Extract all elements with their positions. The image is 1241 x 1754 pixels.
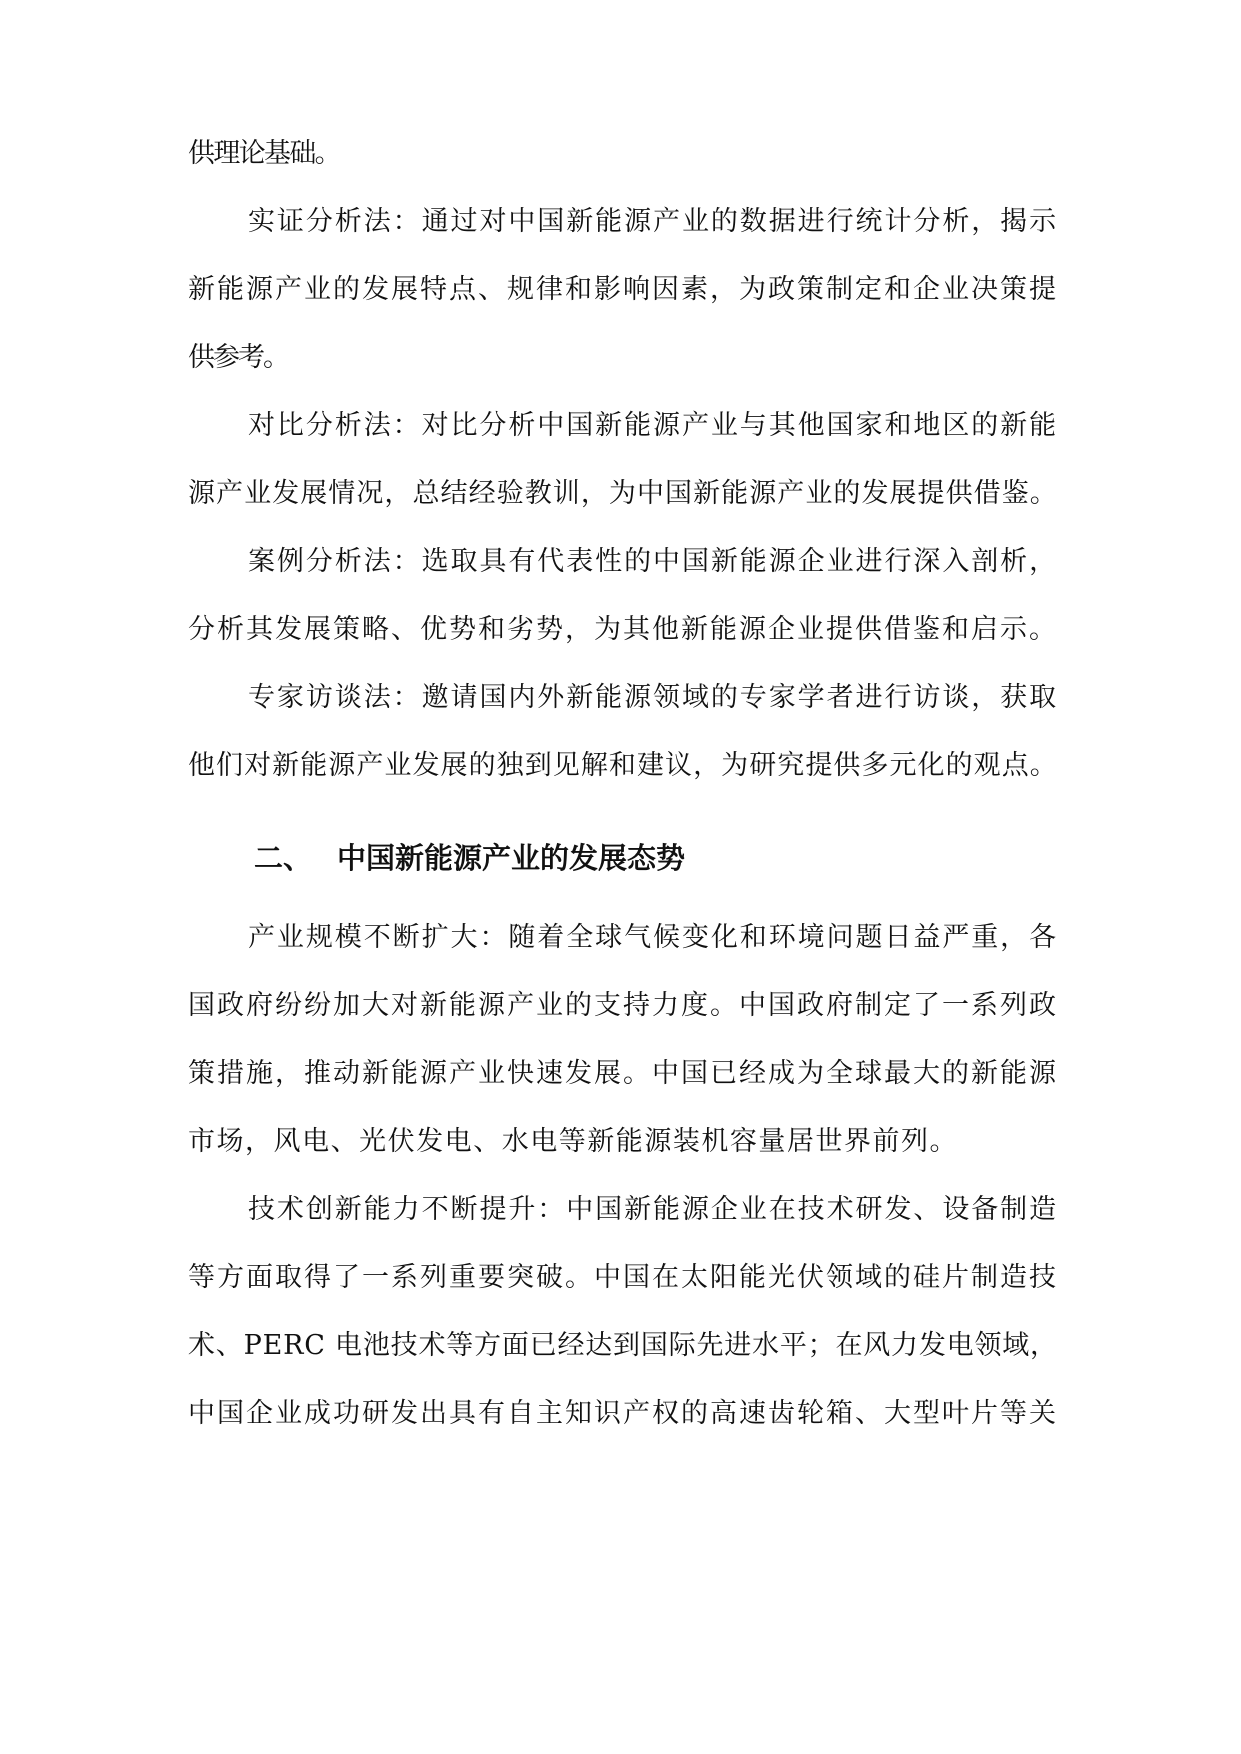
section-heading-number: 二、 <box>254 841 313 875</box>
body-line <box>0 202 1241 242</box>
body-line-text: 实证分析法：通过对中国新能源产业的数据进行统计分析，揭示 <box>248 206 1059 237</box>
body-line-text: 术、PERC 电池技术等方面已经达到国际先进水平；在风力发电领域， <box>188 1330 1058 1361</box>
body-line-text: 国政府纷纷加大对新能源产业的支持力度。中国政府制定了一系列政 <box>188 990 1058 1021</box>
body-line-text: 源产业发展情况，总结经验教训，为中国新能源产业的发展提供借鉴。 <box>188 478 1058 509</box>
body-line-text: 案例分析法：选取具有代表性的中国新能源企业进行深入剖析， <box>248 546 1059 577</box>
section-heading <box>0 836 1241 880</box>
body-line <box>0 1394 1241 1434</box>
body-line <box>0 406 1241 446</box>
body-line <box>0 986 1241 1026</box>
body-line-text: 等方面取得了一系列重要突破。中国在太阳能光伏领域的硅片制造技 <box>188 1262 1058 1293</box>
body-line-text: 供参考。 <box>188 342 288 373</box>
body-line-text: 产业规模不断扩大：随着全球气候变化和环境问题日益严重，各 <box>248 922 1059 953</box>
section-heading-title: 中国新能源产业的发展态势 <box>337 841 686 875</box>
body-line <box>0 542 1241 582</box>
body-line-text: 分析其发展策略、优势和劣势，为其他新能源企业提供借鉴和启示。 <box>188 614 1058 645</box>
body-line <box>0 1190 1241 1230</box>
body-line-text: 中国企业成功研发出具有自主知识产权的高速齿轮箱、大型叶片等关 <box>188 1398 1058 1429</box>
body-line-text: 市场，风电、光伏发电、水电等新能源装机容量居世界前列。 <box>188 1126 959 1157</box>
body-line <box>0 134 1241 174</box>
body-line-text: 新能源产业的发展特点、规律和影响因素，为政策制定和企业决策提 <box>188 274 1058 305</box>
body-line <box>0 474 1241 514</box>
body-line <box>0 270 1241 310</box>
body-line <box>0 1258 1241 1298</box>
body-line <box>0 1122 1241 1162</box>
body-line <box>0 1326 1241 1366</box>
body-line-text: 他们对新能源产业发展的独到见解和建议，为研究提供多元化的观点。 <box>188 750 1058 781</box>
body-line <box>0 918 1241 958</box>
body-line-text: 对比分析法：对比分析中国新能源产业与其他国家和地区的新能 <box>248 410 1059 441</box>
body-line <box>0 338 1241 378</box>
body-line-text: 供理论基础。 <box>188 138 340 169</box>
body-line <box>0 678 1241 718</box>
body-line <box>0 746 1241 786</box>
body-line-text: 策措施，推动新能源产业快速发展。中国已经成为全球最大的新能源 <box>188 1058 1058 1089</box>
body-line <box>0 1054 1241 1094</box>
body-line-text: 技术创新能力不断提升：中国新能源企业在技术研发、设备制造 <box>248 1194 1059 1225</box>
body-line <box>0 610 1241 650</box>
body-line-text: 专家访谈法：邀请国内外新能源领域的专家学者进行访谈，获取 <box>248 682 1059 713</box>
